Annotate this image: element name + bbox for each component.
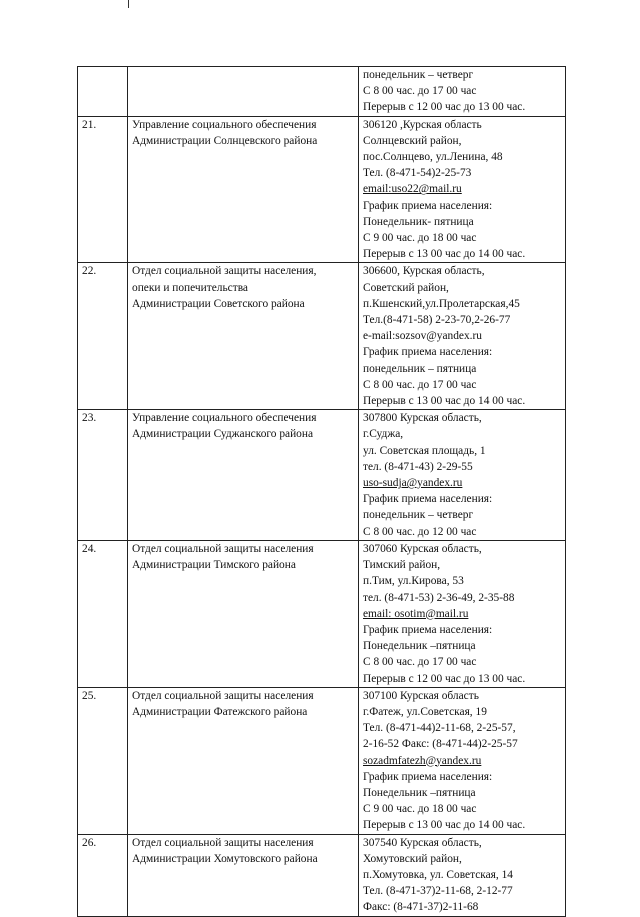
- table-row: [78, 116, 566, 263]
- contact-line: Тел. (8-471-37)2-11-68, 2-12-77: [363, 885, 513, 898]
- contact-line: Перерыв с 13 00 час до 14 00 час.: [363, 819, 526, 832]
- organization-line: Администрации Хомутовского района: [132, 852, 318, 865]
- contact-line: 307540 Курская область,: [363, 836, 482, 849]
- row-number: 24.: [78, 540, 128, 687]
- contact-line: тел. (8-471-53) 2-36-49, 2-35-88: [363, 591, 515, 604]
- contact-line: Солнцевский район,: [363, 134, 462, 147]
- contact-cell: [359, 116, 566, 263]
- contact-line: п.Хомутовка, ул. Советская, 14: [363, 868, 513, 881]
- contact-line: e-mail:sozsov@yandex.ru: [363, 330, 482, 343]
- organization-line: Отдел социальной защиты населения,: [132, 265, 317, 278]
- contact-cell: [359, 67, 566, 117]
- contact-line: График приема населения:: [363, 623, 493, 636]
- row-number: [78, 67, 128, 117]
- organization-line: Управление социального обеспечения: [132, 412, 317, 425]
- contact-line: Факс: (8-471-37)2-11-68: [363, 901, 479, 914]
- contact-line: 307100 Курская область: [363, 689, 479, 702]
- contact-line: Хомутовский район,: [363, 852, 462, 865]
- contact-line: Тел. (8-471-54)2-25-73: [363, 167, 472, 180]
- contact-line: Тел.(8-471-58) 2-23-70,2-26-77: [363, 314, 511, 327]
- row-number: 23.: [78, 410, 128, 541]
- contact-line: Перерыв с 13 00 час до 14 00 час.: [363, 248, 526, 261]
- contact-line: Понедельник –пятница: [363, 786, 476, 799]
- contact-line: п.Кшенский,ул.Пролетарская,45: [363, 297, 520, 310]
- organization-cell: [128, 687, 359, 834]
- contact-line: Тимский район,: [363, 559, 441, 572]
- table-row: [78, 687, 566, 834]
- organization-line: Отдел социальной защиты населения: [132, 689, 314, 702]
- contact-cell: [359, 540, 566, 687]
- table-row: [78, 540, 566, 687]
- organization-line: Администрации Тимского района: [132, 559, 296, 572]
- contact-line: понедельник – четверг: [363, 509, 474, 522]
- organization-cell: [128, 540, 359, 687]
- organization-cell: [128, 410, 359, 541]
- contact-line: г.Суджа,: [363, 428, 404, 441]
- organization-cell: [128, 67, 359, 117]
- table-row: [78, 263, 566, 410]
- email-link[interactable]: uso-sudja@yandex.ru: [363, 477, 463, 490]
- organization-line: Отдел социальной защиты населения: [132, 542, 314, 555]
- table-row: [78, 834, 566, 916]
- email-link[interactable]: email: osotim@mail.ru: [363, 607, 469, 620]
- contact-line: п.Тим, ул.Кирова, 53: [363, 575, 464, 588]
- contact-line: С 8 00 час. до 17 00 час: [363, 656, 477, 669]
- table-row: [78, 410, 566, 541]
- organization-line: Администрации Солнцевского района: [132, 134, 318, 147]
- organization-line: Администрации Фатежского района: [132, 705, 308, 718]
- row-number: 26.: [78, 834, 128, 916]
- contact-cell: [359, 687, 566, 834]
- contact-line: 307060 Курская область,: [363, 542, 482, 555]
- contact-line: ул. Советская площадь, 1: [363, 444, 486, 457]
- contact-line: График приема населения:: [363, 199, 493, 212]
- organization-cell: [128, 834, 359, 916]
- organization-line: Отдел социальной защиты населения: [132, 836, 314, 849]
- contact-line: Тел. (8-471-44)2-11-68, 2-25-57,: [363, 722, 516, 735]
- contact-line: Перерыв с 13 00 час до 14 00 час.: [363, 395, 526, 408]
- row-number: 25.: [78, 687, 128, 834]
- offices-table-body: [78, 67, 566, 917]
- contact-cell: [359, 410, 566, 541]
- contact-line: тел. (8-471-43) 2-29-55: [363, 460, 473, 473]
- contact-line: пос.Солнцево, ул.Ленина, 48: [363, 151, 503, 164]
- contact-line: Перерыв с 12 00 час до 13 00 час.: [363, 672, 526, 685]
- contact-line: График приема населения:: [363, 346, 493, 359]
- organization-line: Управление социального обеспечения: [132, 118, 317, 131]
- contact-line: 2-16-52 Факс: (8-471-44)2-25-57: [363, 738, 518, 751]
- row-number: 22.: [78, 263, 128, 410]
- offices-table: [77, 66, 566, 917]
- contact-line: С 8 00 час. до 17 00 час: [363, 378, 477, 391]
- email-link[interactable]: sozadmfatezh@yandex.ru: [363, 754, 482, 767]
- contact-line: понедельник – пятница: [363, 362, 477, 375]
- contact-line: График приема населения:: [363, 493, 493, 506]
- row-number: 21.: [78, 116, 128, 263]
- contact-line: Советский район,: [363, 281, 449, 294]
- contact-line: 306120 ,Курская область: [363, 118, 482, 131]
- contact-line: График приема населения:: [363, 770, 493, 783]
- page-top-mark: [128, 0, 129, 8]
- contact-line: г.Фатеж, ул.Советская, 19: [363, 705, 487, 718]
- contact-line: Перерыв с 12 00 час до 13 00 час.: [363, 101, 526, 114]
- contact-line: понедельник – четверг: [363, 69, 474, 81]
- contact-cell: [359, 834, 566, 916]
- organization-cell: [128, 116, 359, 263]
- organization-cell: [128, 263, 359, 410]
- contact-line: Понедельник- пятница: [363, 215, 474, 228]
- contact-line: С 9 00 час. до 18 00 час: [363, 803, 477, 816]
- contact-line: С 8 00 час. до 17 00 час: [363, 85, 477, 98]
- contact-line: Понедельник –пятница: [363, 640, 476, 653]
- contact-cell: [359, 263, 566, 410]
- contact-line: 306600, Курская область,: [363, 265, 485, 278]
- organization-line: Администрации Суджанского района: [132, 428, 314, 441]
- contact-line: С 8 00 час. до 12 00 час: [363, 525, 477, 538]
- organization-line: Администрации Советского района: [132, 297, 305, 310]
- table-row: [78, 67, 566, 117]
- organization-line: опеки и попечительства: [132, 281, 248, 294]
- contact-line: 307800 Курская область,: [363, 412, 482, 425]
- contact-line: С 9 00 час. до 18 00 час: [363, 232, 477, 245]
- email-link[interactable]: email:uso22@mail.ru: [363, 183, 462, 196]
